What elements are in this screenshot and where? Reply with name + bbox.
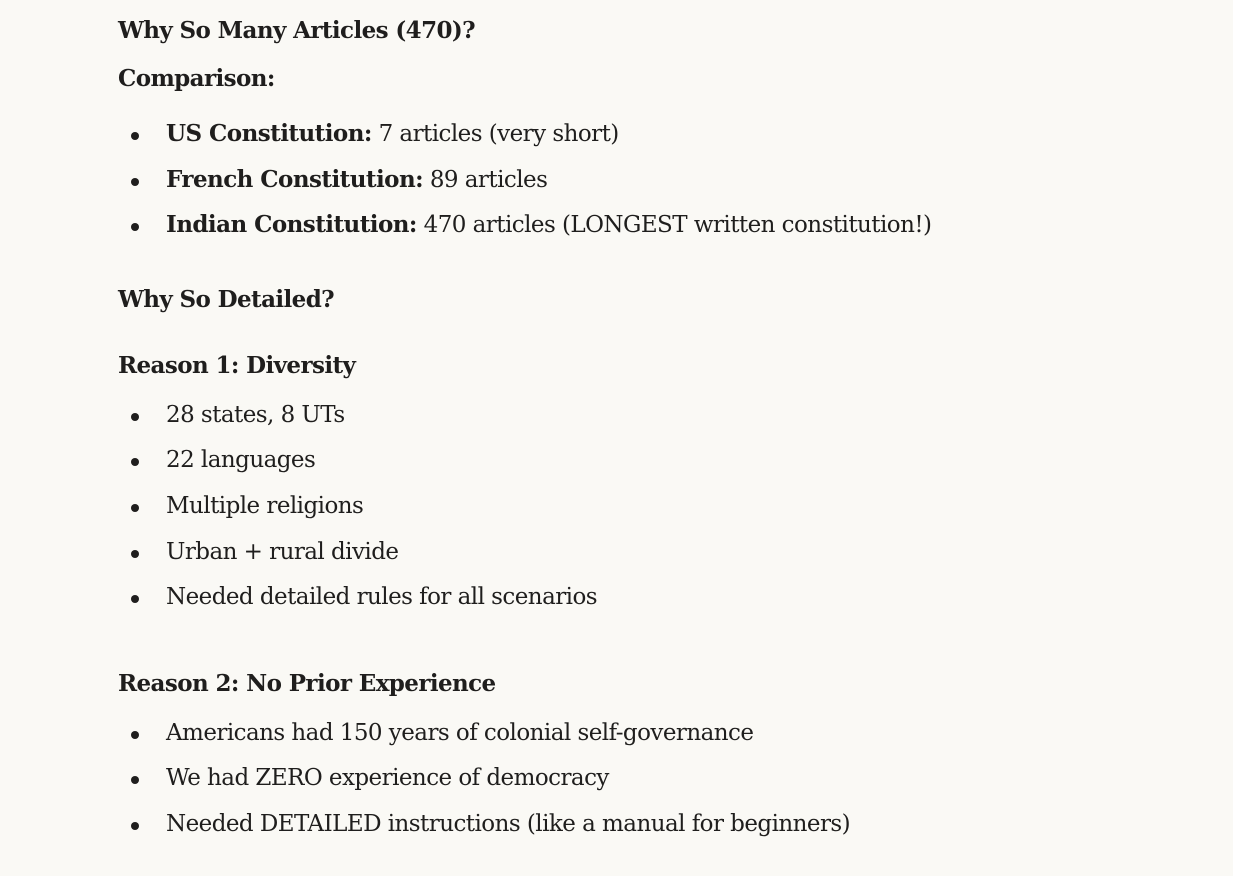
bullet-icon <box>131 178 139 186</box>
item-text: 7 articles (very short) <box>371 121 619 147</box>
item-label: Indian Constitution: <box>166 211 417 238</box>
bullet-icon <box>131 132 139 140</box>
bullet-icon <box>131 595 139 603</box>
item-text: Multiple religions <box>166 493 364 519</box>
bullet-icon <box>131 550 139 558</box>
heading-why-so-detailed: Why So Detailed? <box>118 286 335 313</box>
item-label: French Constitution: <box>166 166 424 193</box>
item-text: Urban + rural divide <box>166 539 399 565</box>
item-text: 470 articles (LONGEST written constitution!) <box>416 212 932 238</box>
item-text: We had ZERO experience of democracy <box>166 765 609 791</box>
item-text: 89 articles <box>423 167 548 193</box>
bullet-icon <box>131 458 139 466</box>
item-text: Americans had 150 years of colonial self-governance <box>166 720 754 746</box>
item-text: 22 languages <box>166 447 316 473</box>
item-text: 28 states, 8 UTs <box>166 402 345 428</box>
bullet-icon <box>131 731 139 739</box>
bullet-icon <box>131 223 139 231</box>
heading-comparison: Comparison: <box>118 65 275 92</box>
bullet-icon <box>131 413 139 421</box>
heading-why-so-many-articles: Why So Many Articles (470)? <box>118 17 476 44</box>
bullet-icon <box>131 504 139 512</box>
bullet-icon <box>131 822 139 830</box>
item-text: Needed detailed rules for all scenarios <box>166 584 598 610</box>
bullet-icon <box>131 776 139 784</box>
heading-reason-1: Reason 1: Diversity <box>118 352 356 379</box>
heading-reason-2: Reason 2: No Prior Experience <box>118 670 496 697</box>
item-text: Needed DETAILED instructions (like a manual for beginners) <box>166 811 851 837</box>
item-label: US Constitution: <box>166 120 372 147</box>
